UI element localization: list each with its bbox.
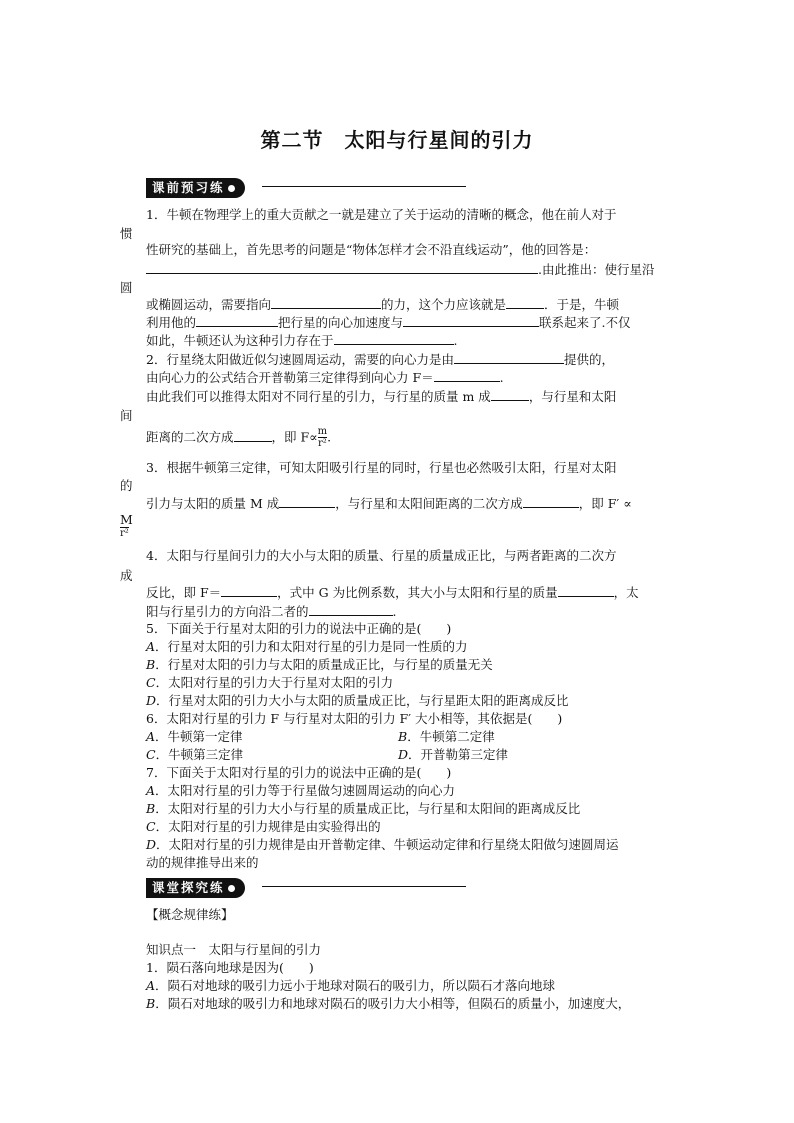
answer-blank[interactable] — [334, 331, 454, 345]
section-header-pre — [146, 177, 245, 197]
answer-blank[interactable] — [196, 313, 278, 327]
q5-option-d[interactable]: D．行星对太阳的引力大小与太阳的质量成正比，与行星距太阳的距离成反比 — [146, 693, 569, 708]
q6-option-b[interactable]: B．牛顿第二定律 — [398, 729, 495, 744]
answer-blank[interactable] — [279, 494, 335, 508]
margin-char: 间 — [120, 408, 133, 423]
q2-line-1: 2．行星绕太阳做近似匀速圆周运动，需要的向心力是由 提供的， — [146, 352, 614, 367]
section-label: 课堂探究练 — [152, 880, 225, 895]
answer-blank[interactable] — [454, 350, 564, 364]
answer-blank[interactable] — [434, 368, 500, 382]
q5-option-a[interactable]: A．行星对太阳的引力和太阳对行星的引力是同一性质的力 — [146, 639, 468, 654]
section-rule — [262, 886, 466, 887]
q4-line-2: 反比，即 F＝ ，式中 G 为比例系数，其大小与太阳和行星的质量 ，太 — [146, 585, 639, 600]
q3-line-2: 引力与太阳的质量 M 成 ，与行星和太阳间距离的二次方成 ，即 F′ ∝ — [146, 496, 632, 511]
q7-option-d-cont: 动的规律推导出来的 — [146, 855, 259, 870]
margin-char: M — [120, 512, 133, 527]
answer-blank[interactable] — [234, 428, 272, 442]
q4-line-3: 阳与行星引力的方向沿二者的 . — [146, 604, 397, 619]
answer-blank[interactable] — [506, 295, 544, 309]
q2-line-2: 由向心力的公式结合开普勒第三定律得到向心力 F＝ . — [146, 370, 504, 385]
answer-blank[interactable] — [558, 583, 614, 597]
answer-blank[interactable] — [403, 313, 539, 327]
q7-option-d[interactable]: D．太阳对行星的引力规律是由开普勒定律、牛顿运动定律和行星绕太阳做匀速圆周运 — [146, 837, 619, 852]
margin-char: 的 — [120, 478, 133, 493]
q5-option-c[interactable]: C．太阳对行星的引力大于行星对太阳的引力 — [146, 675, 394, 690]
q1-line-2: 性研究的基础上，首先思考的问题是“物体怎样才会不沿直线运动”，他的回答是： — [146, 242, 597, 257]
q4-line-1: 4．太阳与行星间引力的大小与太阳的质量、行星的质量成正比，与两者距离的二次方 — [146, 548, 617, 563]
q1-line-5: 利用他的 把行星的向心加速度与 联系起来了.不仅 — [146, 315, 631, 330]
answer-blank[interactable] — [146, 260, 538, 274]
p1-option-a[interactable]: A．陨石对地球的吸引力远小于地球对陨石的吸引力，所以陨石才落向地球 — [146, 978, 556, 993]
answer-blank[interactable] — [491, 387, 529, 401]
margin-char: 成 — [120, 568, 133, 583]
margin-char: 圆 — [120, 280, 133, 295]
answer-blank[interactable] — [221, 583, 277, 597]
q7-option-c[interactable]: C．太阳对行星的引力规律是由实验得出的 — [146, 819, 381, 834]
q6-stem: 6．太阳对行星的引力 F 与行星对太阳的引力 F′ 大小相等，其依据是( ) — [146, 711, 563, 726]
q6-option-c[interactable]: C．牛顿第三定律 — [146, 747, 244, 762]
bullet-dot-icon — [228, 185, 235, 192]
bullet-dot-icon — [228, 885, 235, 892]
q1-line-3: .由此推出：使行星沿 — [146, 260, 654, 279]
q7-stem: 7．下面关于太阳对行星的引力的说法中正确的是( ) — [146, 765, 452, 780]
answer-blank[interactable] — [523, 494, 579, 508]
q1-line-1: 1．牛顿在物理学上的重大贡献之一就是建立了关于运动的清晰的概念，他在前人对于 — [146, 207, 617, 222]
q7-option-b[interactable]: B．太阳对行星的引力大小与行星的质量成正比，与行星和太阳间的距离成反比 — [146, 801, 581, 816]
fraction-m-over-r2: $\frac{m}{\text{r²}}$ — [317, 426, 328, 449]
q1-line-4: 或椭圆运动，需要指向 的力，这个力应该就是 ．于是，牛顿 — [146, 297, 620, 312]
section-rule — [262, 186, 466, 187]
knowledge-point-heading: 知识点一 太阳与行星间的引力 — [146, 942, 322, 957]
answer-blank[interactable] — [309, 602, 393, 616]
q2-line-3: 由此我们可以推得太阳对不同行星的引力，与行星的质量 m 成 ，与行星和太阳 — [146, 389, 617, 404]
section-label: 课前预习练 — [152, 180, 225, 195]
q6-option-d[interactable]: D．开普勒第三定律 — [398, 747, 509, 762]
q6-option-a[interactable]: A．牛顿第一定律 — [146, 729, 243, 744]
q5-stem: 5．下面关于行星对太阳的引力的说法中正确的是( ) — [146, 621, 452, 636]
q7-option-a[interactable]: A．太阳对行星的引力等于行星做匀速圆周运动的向心力 — [146, 783, 456, 798]
margin-char: 惯 — [120, 226, 133, 241]
p1-stem: 1．陨石落向地球是因为( ) — [146, 960, 314, 975]
q5-option-b[interactable]: B．行星对太阳的引力与太阳的质量成正比，与行星的质量无关 — [146, 657, 493, 672]
answer-blank[interactable] — [271, 295, 381, 309]
concept-heading: 【概念规律练】 — [146, 907, 234, 922]
q2-line-4: 距离的二次方成 ，即 F∝ $\frac{m}{\text{r²}}$ . — [146, 426, 332, 449]
page-title: 第二节 太阳与行星间的引力 — [260, 128, 534, 152]
margin-char: r² — [120, 528, 129, 539]
section-header-class — [146, 877, 245, 897]
q1-line-6: 如此，牛顿还认为这种引力存在于 . — [146, 333, 458, 348]
q3-line-1: 3．根据牛顿第三定律，可知太阳吸引行星的同时，行星也必然吸引太阳，行星对太阳 — [146, 460, 617, 475]
p1-option-b[interactable]: B．陨石对地球的吸引力和地球对陨石的吸引力大小相等，但陨石的质量小，加速度大， — [146, 996, 631, 1011]
